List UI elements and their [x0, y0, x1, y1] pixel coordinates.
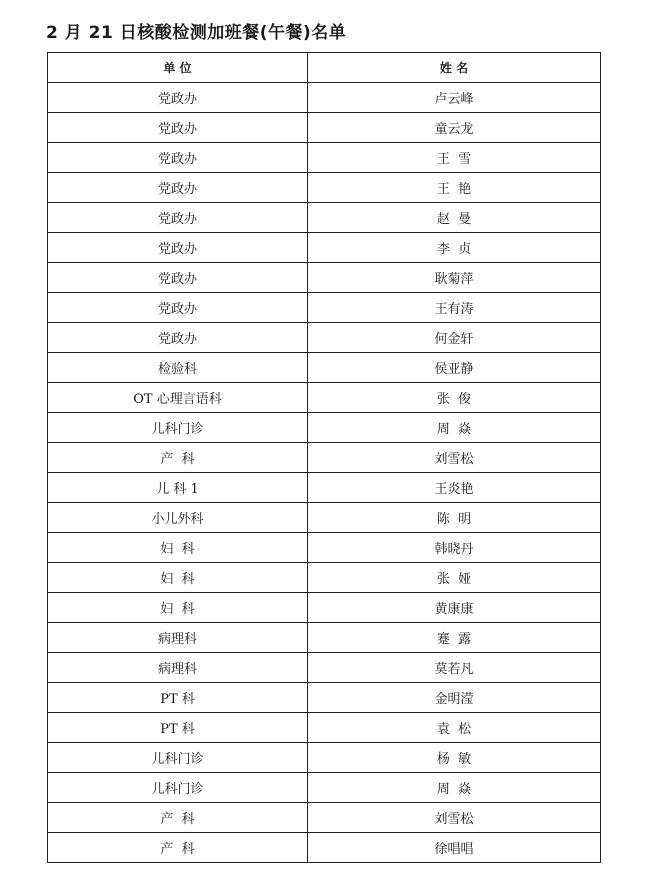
cell-unit: 儿 科 1	[48, 473, 308, 503]
table-row	[48, 443, 601, 473]
cell-unit: 病理科	[48, 623, 308, 653]
table-row	[48, 383, 601, 413]
cell-name: 袁 松	[308, 713, 601, 743]
cell-name: 杨 敏	[308, 743, 601, 773]
table-row	[48, 113, 601, 143]
cell-name: 赵 曼	[308, 203, 601, 233]
cell-unit: 党政办	[48, 203, 308, 233]
cell-name: 卢云峰	[308, 83, 601, 113]
cell-unit: 党政办	[48, 293, 308, 323]
header-unit: 单 位	[48, 53, 308, 83]
table-row	[48, 683, 601, 713]
cell-name: 韩晓丹	[308, 533, 601, 563]
table-row	[48, 743, 601, 773]
roster-table	[47, 52, 601, 863]
cell-name: 刘雪松	[308, 443, 601, 473]
cell-unit: PT 科	[48, 683, 308, 713]
table-row	[48, 653, 601, 683]
cell-name: 王有涛	[308, 293, 601, 323]
table-row	[48, 203, 601, 233]
table-row	[48, 413, 601, 443]
cell-name: 童云龙	[308, 113, 601, 143]
table-row	[48, 773, 601, 803]
cell-name: 耿菊萍	[308, 263, 601, 293]
cell-unit: 儿科门诊	[48, 743, 308, 773]
cell-name: 黄康康	[308, 593, 601, 623]
cell-name: 周 焱	[308, 413, 601, 443]
cell-unit: 病理科	[48, 653, 308, 683]
cell-name: 何金轩	[308, 323, 601, 353]
cell-name: 徐唱唱	[308, 833, 601, 863]
header-name: 姓 名	[308, 53, 601, 83]
table-row	[48, 713, 601, 743]
cell-unit: 妇 科	[48, 533, 308, 563]
cell-unit: 产 科	[48, 443, 308, 473]
table-row	[48, 803, 601, 833]
table-row	[48, 143, 601, 173]
cell-name: 张 俊	[308, 383, 601, 413]
cell-unit: 儿科门诊	[48, 413, 308, 443]
cell-unit: OT 心理言语科	[48, 383, 308, 413]
cell-unit: 小儿外科	[48, 503, 308, 533]
table-row	[48, 533, 601, 563]
cell-name: 李 贞	[308, 233, 601, 263]
cell-unit: 儿科门诊	[48, 773, 308, 803]
cell-name: 张 娅	[308, 563, 601, 593]
cell-name: 王 艳	[308, 173, 601, 203]
table-body	[48, 83, 601, 863]
cell-unit: 党政办	[48, 323, 308, 353]
cell-unit: 检验科	[48, 353, 308, 383]
table-row	[48, 353, 601, 383]
table-row	[48, 833, 601, 863]
cell-name: 王 雪	[308, 143, 601, 173]
document-title: 2 月 21 日核酸检测加班餐(午餐)名单	[46, 23, 347, 43]
cell-unit: 党政办	[48, 83, 308, 113]
cell-unit: 妇 科	[48, 593, 308, 623]
table-row	[48, 263, 601, 293]
table-row	[48, 233, 601, 263]
cell-name: 侯亚静	[308, 353, 601, 383]
cell-unit: 党政办	[48, 173, 308, 203]
cell-unit: 党政办	[48, 113, 308, 143]
cell-unit: 产 科	[48, 833, 308, 863]
table-row	[48, 83, 601, 113]
cell-name: 金明滢	[308, 683, 601, 713]
cell-unit: 党政办	[48, 143, 308, 173]
cell-name: 王炎艳	[308, 473, 601, 503]
table-row	[48, 593, 601, 623]
table-row	[48, 563, 601, 593]
cell-name: 莫若凡	[308, 653, 601, 683]
cell-unit: 妇 科	[48, 563, 308, 593]
table-header-row	[48, 53, 601, 83]
cell-unit: PT 科	[48, 713, 308, 743]
cell-name: 刘雪松	[308, 803, 601, 833]
table-row	[48, 623, 601, 653]
table-row	[48, 503, 601, 533]
table-row	[48, 293, 601, 323]
cell-unit: 党政办	[48, 263, 308, 293]
cell-unit: 产 科	[48, 803, 308, 833]
cell-name: 周 焱	[308, 773, 601, 803]
table-row	[48, 323, 601, 353]
cell-unit: 党政办	[48, 233, 308, 263]
cell-name: 蹇 露	[308, 623, 601, 653]
table-row	[48, 473, 601, 503]
table-row	[48, 173, 601, 203]
cell-name: 陈 明	[308, 503, 601, 533]
